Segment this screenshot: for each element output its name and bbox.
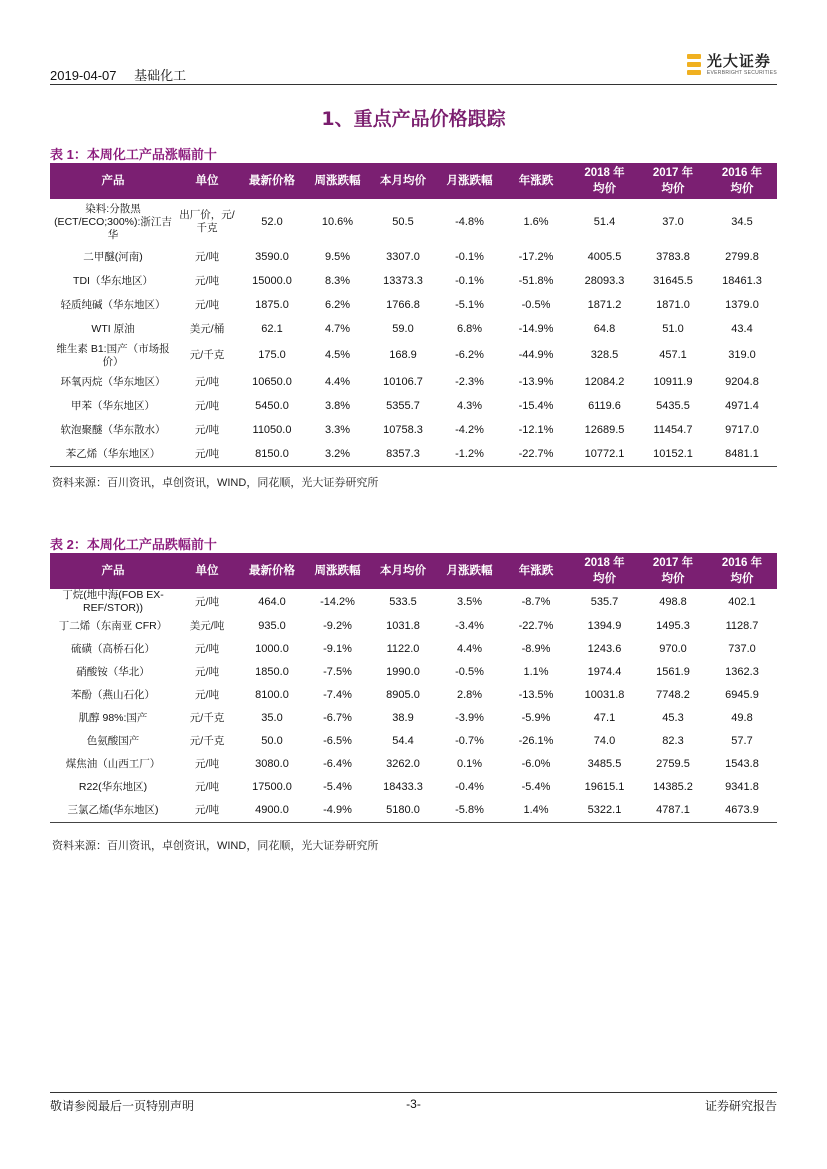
column-header: 年涨跌 [502, 163, 570, 199]
page-header [50, 50, 777, 84]
value-cell: -6.7% [323, 712, 352, 724]
section-title: 1、重点产品价格跟踪 [321, 108, 506, 130]
value-cell: 51.4 [593, 215, 616, 228]
logo-icon [687, 53, 703, 77]
value-cell: 17500.0 [252, 781, 292, 793]
product-name-cell: 丁二烯（东南亚 CFR） [58, 620, 168, 632]
value-cell: -3.9% [455, 712, 484, 724]
product-name-cell: 硫磺（高桥石化） [71, 643, 155, 655]
table-row [50, 589, 777, 615]
value-cell: -0.7% [455, 735, 484, 747]
table-row [50, 799, 777, 823]
product-name-cell: 丁烷(地中海(FOB EX-REF/STOR)) [62, 589, 164, 614]
value-cell: -0.5% [521, 298, 551, 311]
value-cell: 43.4 [731, 322, 753, 335]
value-cell: 1394.9 [587, 620, 622, 632]
value-cell: -13.5% [518, 689, 554, 701]
value-cell: 18461.3 [722, 274, 762, 287]
logo-name-en: EVERBRIGHT SECURITIES [706, 70, 777, 76]
value-cell: 8481.1 [707, 442, 777, 467]
company-logo [687, 50, 777, 80]
value-cell: 38.9 [392, 712, 414, 724]
value-cell: 1243.6 [587, 643, 622, 655]
unit-cell: 元/吨 [195, 643, 219, 655]
value-cell: -0.4% [455, 781, 484, 793]
value-cell: 49.8 [731, 712, 753, 724]
value-cell: 6945.9 [725, 689, 759, 701]
value-cell: 3.5% [456, 595, 483, 608]
value-cell: 15000.0 [252, 274, 292, 287]
table-row [50, 661, 777, 684]
value-cell: 1.4% [502, 799, 570, 823]
value-cell: -26.1% [518, 735, 554, 747]
value-cell: 5450.0 [255, 399, 289, 412]
value-cell: -4.8% [455, 215, 484, 228]
value-cell: -15.4% [518, 399, 554, 412]
value-cell: 4.3% [456, 399, 483, 412]
unit-cell: 元/吨 [195, 781, 219, 793]
column-header: 2017 年 均价 [639, 163, 707, 199]
product-name-cell: TDI（华东地区） [73, 274, 153, 287]
product-name-cell: 染料:分散黑(ECT/ECO;300%):浙江吉华 [54, 202, 172, 241]
report-category: 基础化工 [134, 68, 187, 83]
column-header: 最新价格 [238, 553, 306, 589]
value-cell: -8.9% [521, 643, 551, 655]
table-row [50, 684, 777, 707]
product-name-cell: 软泡聚醚（华东散水） [60, 423, 166, 436]
value-cell: 3.2% [306, 442, 369, 467]
value-cell: 5355.7 [386, 399, 420, 412]
table-header-row [50, 553, 777, 589]
value-cell: 10911.9 [653, 375, 693, 388]
table-row [50, 293, 777, 317]
footer-report-type: 证券研究报告 [704, 1099, 777, 1113]
value-cell: -5.1% [455, 298, 484, 311]
value-cell: -12.1% [518, 423, 554, 436]
value-cell: 1128.7 [725, 620, 759, 632]
header-divider [50, 84, 777, 85]
product-name-cell: 二甲醚(河南) [83, 250, 143, 263]
value-cell: 5322.1 [570, 799, 639, 823]
value-cell: 10772.1 [570, 442, 639, 467]
value-cell: 457.1 [659, 349, 687, 361]
value-cell: 51.0 [662, 322, 684, 335]
value-cell: -5.4% [323, 781, 352, 793]
column-header: 单位 [176, 163, 238, 199]
value-cell: 6.8% [456, 322, 483, 335]
page-number: -3- [406, 1097, 421, 1111]
value-cell: 402.1 [728, 595, 756, 608]
value-cell: 7748.2 [656, 689, 690, 701]
value-cell: 18433.3 [383, 781, 423, 793]
value-cell: 498.8 [659, 595, 687, 608]
value-cell: 54.4 [392, 735, 414, 747]
value-cell: 9204.8 [725, 375, 759, 388]
value-cell: 82.3 [662, 735, 684, 747]
value-cell: 28093.3 [584, 274, 625, 287]
value-cell: 62.1 [261, 322, 283, 335]
value-cell: 4900.0 [238, 799, 306, 823]
value-cell: 52.0 [261, 215, 283, 228]
value-cell: 1850.0 [255, 666, 289, 678]
column-header: 周涨跌幅 [306, 163, 369, 199]
value-cell: 64.8 [593, 322, 616, 335]
table-header-row [50, 163, 777, 199]
value-cell: -51.8% [518, 274, 554, 287]
value-cell: 1379.0 [725, 298, 759, 311]
value-cell: 45.3 [662, 712, 684, 724]
footer-divider [50, 1092, 777, 1093]
unit-cell: 出厂价，元/千克 [179, 209, 235, 234]
unit-cell: 元/吨 [195, 666, 219, 678]
value-cell: 4.7% [324, 322, 351, 335]
value-cell: 57.7 [731, 735, 753, 747]
value-cell: -1.2% [437, 442, 502, 467]
unit-cell: 美元/吨 [189, 620, 225, 632]
value-cell: 74.0 [593, 735, 616, 747]
table2-caption: 表 2：本周化工产品跌幅前十 [50, 537, 217, 552]
column-header: 本月均价 [369, 553, 437, 589]
value-cell: 328.5 [590, 349, 619, 361]
column-header: 月涨跌幅 [437, 163, 502, 199]
product-name-cell: WTI 原油 [91, 322, 135, 335]
value-cell: 175.0 [258, 349, 286, 361]
value-cell: -0.5% [455, 666, 484, 678]
value-cell: 168.9 [389, 349, 417, 361]
value-cell: 737.0 [728, 643, 756, 655]
column-header: 月涨跌幅 [437, 553, 502, 589]
value-cell: -6.5% [323, 735, 352, 747]
value-cell: 464.0 [258, 595, 286, 608]
value-cell: -5.9% [521, 712, 551, 724]
column-header: 2016 年 均价 [707, 163, 777, 199]
value-cell: 5180.0 [369, 799, 437, 823]
unit-cell: 元/吨 [176, 442, 238, 467]
value-cell: -4.9% [306, 799, 369, 823]
column-header: 产品 [50, 553, 176, 589]
value-cell: 1.6% [523, 215, 549, 228]
product-name-cell: 色氨酸国产 [86, 735, 140, 747]
table-row [50, 418, 777, 442]
value-cell: -5.8% [437, 799, 502, 823]
value-cell: 10152.1 [639, 442, 707, 467]
value-cell: 1.1% [523, 666, 549, 678]
value-cell: 1000.0 [255, 643, 289, 655]
unit-cell: 元/吨 [195, 274, 219, 287]
value-cell: 8357.3 [369, 442, 437, 467]
table-row [50, 615, 777, 638]
value-cell: 8905.0 [386, 689, 420, 701]
value-cell: 4.5% [324, 349, 351, 361]
unit-cell: 元/吨 [176, 799, 238, 823]
value-cell: 319.0 [728, 349, 756, 361]
value-cell: 10.6% [321, 215, 354, 228]
value-cell: -0.1% [455, 250, 484, 263]
value-cell: 59.0 [392, 322, 414, 335]
value-cell: 1871.2 [587, 298, 622, 311]
value-cell: -9.2% [323, 620, 352, 632]
unit-cell: 元/吨 [195, 375, 219, 388]
table-row [50, 341, 777, 370]
value-cell: 1974.4 [587, 666, 622, 678]
product-name-cell: 肌醇 98%:国产 [78, 712, 148, 724]
value-cell: 3307.0 [386, 250, 420, 263]
value-cell: 2759.5 [656, 758, 690, 770]
value-cell: 1495.3 [656, 620, 690, 632]
table-row [50, 370, 777, 394]
product-name-cell: 维生素 B1:国产（市场报价） [56, 342, 170, 368]
value-cell: 37.0 [662, 215, 684, 228]
value-cell: 935.0 [258, 620, 286, 632]
value-cell: 4005.5 [587, 250, 622, 263]
value-cell: 3485.5 [587, 758, 622, 770]
product-name-cell: 轻质纯碱（华东地区） [60, 298, 166, 311]
value-cell: 1561.9 [656, 666, 690, 678]
value-cell: -5.4% [521, 781, 551, 793]
value-cell: -14.9% [518, 322, 554, 335]
value-cell: 8.3% [324, 274, 351, 287]
value-cell: 3590.0 [255, 250, 289, 263]
value-cell: 3.8% [324, 399, 351, 412]
value-cell: 1766.8 [386, 298, 420, 311]
table-row [50, 199, 777, 245]
table-row [50, 707, 777, 730]
value-cell: 50.5 [392, 215, 414, 228]
value-cell: -13.9% [518, 375, 554, 388]
product-name-cell: 煤焦油（山西工厂） [65, 758, 161, 770]
table-row [50, 753, 777, 776]
value-cell: 13373.3 [383, 274, 423, 287]
value-cell: 10106.7 [383, 375, 423, 388]
column-header: 2018 年 均价 [570, 163, 639, 199]
value-cell: 1031.8 [386, 620, 420, 632]
value-cell: 4673.9 [707, 799, 777, 823]
unit-cell: 元/吨 [195, 399, 219, 412]
value-cell: 0.1% [456, 758, 483, 770]
value-cell: 9.5% [324, 250, 351, 263]
value-cell: -44.9% [518, 349, 554, 361]
column-header: 年涨跌 [502, 553, 570, 589]
table-row [50, 394, 777, 418]
value-cell: -7.4% [323, 689, 352, 701]
value-cell: 1362.3 [725, 666, 759, 678]
table1-price-gainers [50, 163, 777, 467]
unit-cell: 元/千克 [189, 349, 225, 361]
value-cell: -6.0% [521, 758, 551, 770]
header-info [50, 65, 200, 84]
column-header: 2016 年 均价 [707, 553, 777, 589]
table2-source: 资料来源：百川资讯，卓创资讯，WIND，同花顺，光大证券研究所 [52, 840, 379, 852]
unit-cell: 元/吨 [195, 250, 219, 263]
value-cell: 6119.6 [588, 399, 621, 412]
column-header: 周涨跌幅 [306, 553, 369, 589]
table-row [50, 776, 777, 799]
value-cell: 8100.0 [255, 689, 289, 701]
value-cell: 10031.8 [584, 689, 625, 701]
value-cell: 12689.5 [584, 423, 625, 436]
value-cell: -3.4% [455, 620, 484, 632]
value-cell: 35.0 [261, 712, 283, 724]
table-row [50, 730, 777, 753]
value-cell: -7.5% [323, 666, 352, 678]
column-header: 单位 [176, 553, 238, 589]
value-cell: -6.2% [455, 349, 484, 361]
value-cell: -22.7% [518, 620, 554, 632]
value-cell: 11454.7 [653, 423, 693, 436]
value-cell: 19615.1 [584, 781, 625, 793]
value-cell: 4971.4 [725, 399, 759, 412]
value-cell: -6.4% [323, 758, 352, 770]
value-cell: 3262.0 [386, 758, 420, 770]
product-name-cell: 环氧丙烷（华东地区） [60, 375, 166, 388]
value-cell: 4.4% [324, 375, 351, 388]
value-cell: 3080.0 [255, 758, 289, 770]
value-cell: 3783.8 [656, 250, 690, 263]
value-cell: 533.5 [389, 595, 417, 608]
value-cell: 34.5 [731, 215, 753, 228]
value-cell: 14385.2 [653, 781, 693, 793]
table-row [50, 269, 777, 293]
column-header: 本月均价 [369, 163, 437, 199]
value-cell: 31645.5 [653, 274, 693, 287]
unit-cell: 美元/桶 [189, 322, 225, 335]
table1-source: 资料来源：百川资讯，卓创资讯，WIND，同花顺，光大证券研究所 [52, 477, 379, 489]
column-header: 2018 年 均价 [570, 553, 639, 589]
value-cell: 10650.0 [252, 375, 292, 388]
value-cell: 2.8% [456, 689, 483, 701]
value-cell: -22.7% [502, 442, 570, 467]
unit-cell: 元/吨 [195, 298, 219, 311]
unit-cell: 元/吨 [195, 423, 219, 436]
value-cell: 3.3% [324, 423, 351, 436]
value-cell: 1871.0 [656, 298, 690, 311]
table-row [50, 245, 777, 269]
product-name-cell: 苯乙烯（华东地区） [50, 442, 176, 467]
value-cell: 970.0 [659, 643, 687, 655]
value-cell: 1990.0 [386, 666, 420, 678]
value-cell: 6.2% [324, 298, 351, 311]
value-cell: 10758.3 [383, 423, 423, 436]
value-cell: 535.7 [590, 595, 619, 608]
value-cell: 9341.8 [725, 781, 759, 793]
value-cell: -8.7% [521, 595, 551, 608]
value-cell: 5435.5 [656, 399, 690, 412]
unit-cell: 元/吨 [195, 595, 219, 608]
table-row [50, 638, 777, 661]
product-name-cell: 三氯乙烯(华东地区) [50, 799, 176, 823]
table-row [50, 317, 777, 341]
product-name-cell: 甲苯（华东地区） [71, 399, 155, 412]
column-header: 产品 [50, 163, 176, 199]
value-cell: -17.2% [518, 250, 554, 263]
value-cell: 4787.1 [639, 799, 707, 823]
value-cell: -9.1% [323, 643, 352, 655]
table1-caption: 表 1：本周化工产品涨幅前十 [50, 147, 217, 162]
unit-cell: 元/千克 [189, 735, 225, 747]
unit-cell: 元/千克 [189, 712, 225, 724]
value-cell: 1875.0 [255, 298, 289, 311]
product-name-cell: 苯酚（燕山石化） [71, 689, 155, 701]
footer-disclaimer: 敬请参阅最后一页特别声明 [50, 1099, 195, 1113]
unit-cell: 元/吨 [195, 758, 219, 770]
value-cell: -2.3% [455, 375, 484, 388]
value-cell: 8150.0 [238, 442, 306, 467]
value-cell: 11050.0 [252, 423, 292, 436]
value-cell: -4.2% [455, 423, 484, 436]
value-cell: 47.1 [593, 712, 616, 724]
table-row [50, 442, 777, 467]
value-cell: 12084.2 [584, 375, 625, 388]
value-cell: 9717.0 [725, 423, 759, 436]
column-header: 2017 年 均价 [639, 553, 707, 589]
value-cell: 1543.8 [725, 758, 759, 770]
unit-cell: 元/吨 [195, 689, 219, 701]
table2-price-decliners [50, 553, 777, 823]
column-header: 最新价格 [238, 163, 306, 199]
product-name-cell: 硝酸铵（华北） [76, 666, 150, 678]
value-cell: -0.1% [455, 274, 484, 287]
report-date: 2019-04-07 [50, 68, 117, 83]
value-cell: -14.2% [320, 595, 355, 608]
value-cell: 1122.0 [386, 643, 420, 655]
value-cell: 2799.8 [725, 250, 759, 263]
product-name-cell: R22(华东地区) [78, 781, 148, 793]
value-cell: 50.0 [261, 735, 283, 747]
logo-name-cn: 光大证券 [706, 52, 771, 70]
value-cell: 4.4% [456, 643, 483, 655]
